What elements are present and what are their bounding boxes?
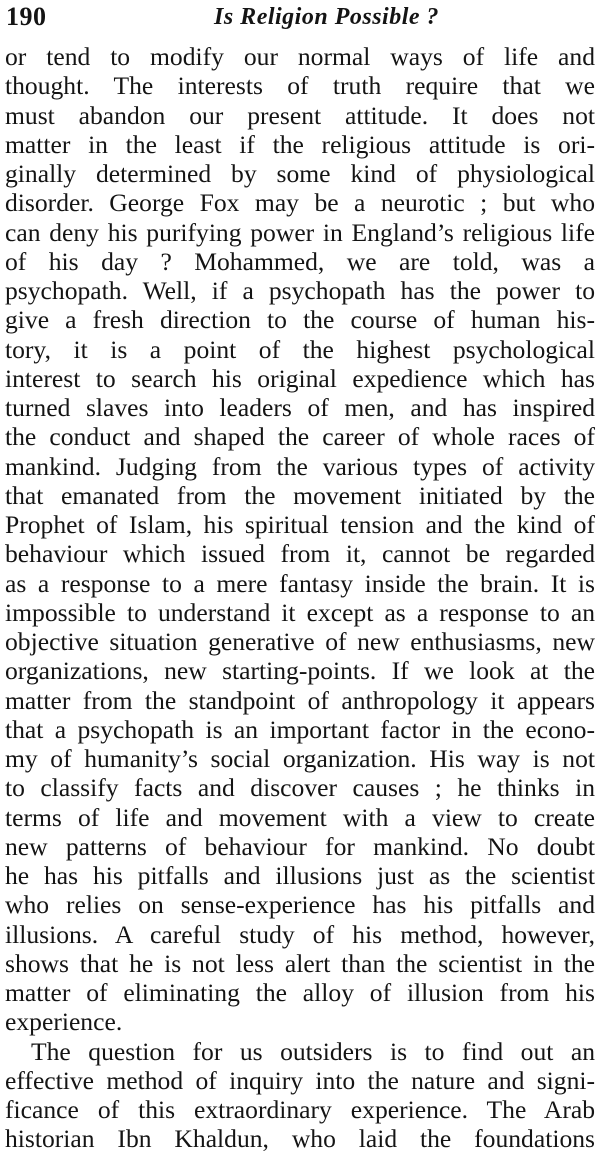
text-line: matter of eliminating the alloy of illusion from his	[5, 978, 595, 1007]
text-line: to classify facts and discover causes ; he thinks in	[5, 773, 595, 803]
text-line: effective method of inquiry into the nature and signi-	[5, 1065, 595, 1095]
text-line: tory, it is a point of the highest psychological	[5, 334, 595, 364]
text-line: behaviour which issued from it, cannot be regarded	[5, 539, 595, 569]
text-line: psychopath. Well, if a psychopath has the power to	[5, 276, 595, 305]
text-line: organizations, new starting-points. If we look at the	[5, 656, 595, 686]
text-line: the conduct and shaped the career of whole races of	[5, 422, 595, 452]
text-line: shows that he is not less alert than the scientist in the	[5, 948, 595, 978]
body-text	[5, 42, 595, 1154]
text-line: The question for us outsiders is to find out an	[31, 1036, 595, 1066]
text-line: he has his pitfalls and illusions just as the scientist	[5, 861, 595, 890]
text-line: objective situation generative of new enthusiasms, new	[5, 627, 595, 656]
paragraph-1	[5, 42, 595, 1037]
text-line: must abandon our present attitude. It does not	[5, 100, 595, 130]
text-line: give a fresh direction to the course of human his-	[5, 305, 595, 335]
running-title: Is Religion Possible ?	[214, 4, 440, 30]
text-line: disorder. George Fox may be a neurotic ; but who	[5, 188, 595, 218]
text-line: that emanated from the movement initiated by the	[5, 480, 595, 510]
text-line: that a psychopath is an important factor in the econo-	[5, 714, 595, 744]
text-line: experience.	[5, 1007, 123, 1037]
paragraph-2	[5, 1037, 595, 1154]
text-line: historian Ibn Khaldun, who laid the foundations	[5, 1124, 595, 1154]
text-line: matter in the least if the religious attitude is ori-	[5, 129, 595, 159]
page-number: 190	[6, 2, 47, 31]
text-line: of his day ? Mohammed, we are told, was a	[5, 246, 595, 276]
text-line: or tend to modify our normal ways of life and	[5, 42, 595, 71]
text-line: ginally determined by some kind of physiological	[5, 159, 595, 188]
text-line: new patterns of behaviour for mankind. No doubt	[5, 831, 595, 861]
text-line: who relies on sense-experience has his pitfalls and	[5, 890, 595, 920]
text-line: matter from the standpoint of anthropology it appears	[5, 685, 595, 715]
text-line: interest to search his original expedience which has	[5, 363, 595, 393]
text-line: impossible to understand it except as a response to an	[5, 597, 595, 627]
text-line: my of humanity’s social organization. His way is not	[5, 744, 595, 773]
text-line: can deny his purifying power in England’s religious life	[5, 217, 595, 247]
text-line: turned slaves into leaders of men, and has inspired	[5, 393, 595, 422]
text-line: illusions. A careful study of his method, however,	[5, 919, 595, 949]
running-head	[4, 2, 596, 32]
text-line: terms of life and movement with a view to create	[5, 802, 595, 832]
text-line: ficance of this extraordinary experience. The Arab	[5, 1095, 595, 1124]
text-line: as a response to a mere fantasy inside the brain. It is	[5, 568, 595, 598]
text-line: Prophet of Islam, his spiritual tension and the kind of	[5, 510, 595, 539]
text-line: thought. The interests of truth require that we	[5, 71, 595, 101]
text-line: mankind. Judging from the various types of activity	[5, 451, 595, 481]
